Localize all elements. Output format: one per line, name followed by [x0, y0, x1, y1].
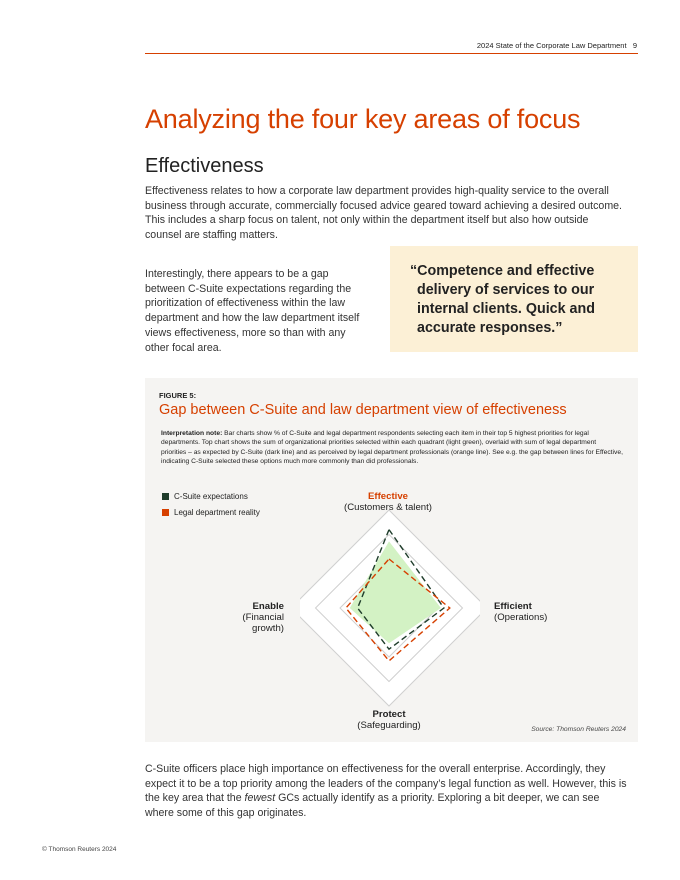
- closing-text-1: C-Suite officers place high importance on effectiveness for the overall enterprise. Accordingly, they expect it to be a top priority among the leaders of the company’s legal function as well. However, this is the key area that the: [145, 763, 627, 805]
- axis-sub-enable: (Financial growth): [242, 612, 284, 634]
- axis-name-protect: Protect: [372, 709, 406, 720]
- note-label: Interpretation note:: [161, 430, 223, 437]
- axis-label-effective: [330, 491, 446, 513]
- radar-chart: [300, 510, 480, 710]
- axis-sub-efficient: (Operations): [494, 612, 548, 623]
- header-title: 2024 State of the Corporate Law Department: [476, 41, 627, 50]
- legend-item-legal: [162, 508, 260, 517]
- intro-paragraph: Effectiveness relates to how a corporate law department provides high-quality service to the overall business through accurate, commercially focused advice geared toward achieving a desired outcome. This includes a sharp focus on talent, not only within the department itself but also how outside counsel are staffing matters.: [145, 185, 622, 242]
- axis-name-efficient: Efficient: [494, 601, 532, 612]
- footer-copyright: © Thomson Reuters 2024: [42, 846, 117, 853]
- axis-label-protect: [340, 709, 438, 731]
- axis-sub-protect: (Safeguarding): [357, 720, 421, 731]
- figure-label: FIGURE 5:: [159, 391, 197, 400]
- legend-swatch-legal: [162, 509, 169, 516]
- closing-paragraph: [145, 762, 630, 821]
- closing-text-2: GCs actually identify as a priority. Exploring a bit deeper, we can see where some of this gap originates.: [145, 792, 600, 820]
- axis-label-enable: [228, 601, 284, 634]
- axis-name-effective: Effective: [368, 491, 408, 502]
- figure-title: Gap between C-Suite and law department view of effectiveness: [159, 402, 567, 418]
- header-rule: [145, 53, 638, 54]
- interpretation-note: [161, 429, 623, 467]
- note-text: Bar charts show % of C-Suite and legal department respondents selecting each item in their top 5 highest priorities for legal departments. Top chart shows the sum of organizational priorities selected within each quadrant (light green), overlaid with sum of legal department priorities – as expected by C-Suite (dark line) and as perceived by legal department professionals (orange line). See e.g. the gap between lines for Effective, indicating C-Suite selected these options much more commonly than did professionals.: [161, 430, 623, 466]
- legend-label-csuite: C-Suite expectations: [174, 492, 248, 501]
- section-title: Effectiveness: [145, 155, 264, 177]
- legend-swatch-csuite: [162, 493, 169, 500]
- axis-sub-effective: (Customers & talent): [344, 502, 432, 513]
- page-number: 9: [632, 41, 637, 50]
- running-header: [145, 41, 637, 50]
- page-title: Analyzing the four key areas of focus: [145, 104, 581, 134]
- pull-quote: “Competence and effective delivery of services to our internal clients. Quick and accurate responses.”: [410, 263, 595, 336]
- closing-emphasis: fewest: [244, 792, 276, 805]
- gap-paragraph: Interestingly, there appears to be a gap between C-Suite expectations regarding the prioritization of effectiveness within the law department and how the law department itself views effectiveness, more so than with any other focal area.: [145, 268, 360, 354]
- axis-label-efficient: [494, 601, 547, 623]
- figure-source: Source: Thomson Reuters 2024: [531, 726, 626, 733]
- legend-item-csuite: [162, 492, 248, 501]
- axis-name-enable: Enable: [252, 601, 284, 612]
- legend-label-legal: Legal department reality: [174, 508, 260, 517]
